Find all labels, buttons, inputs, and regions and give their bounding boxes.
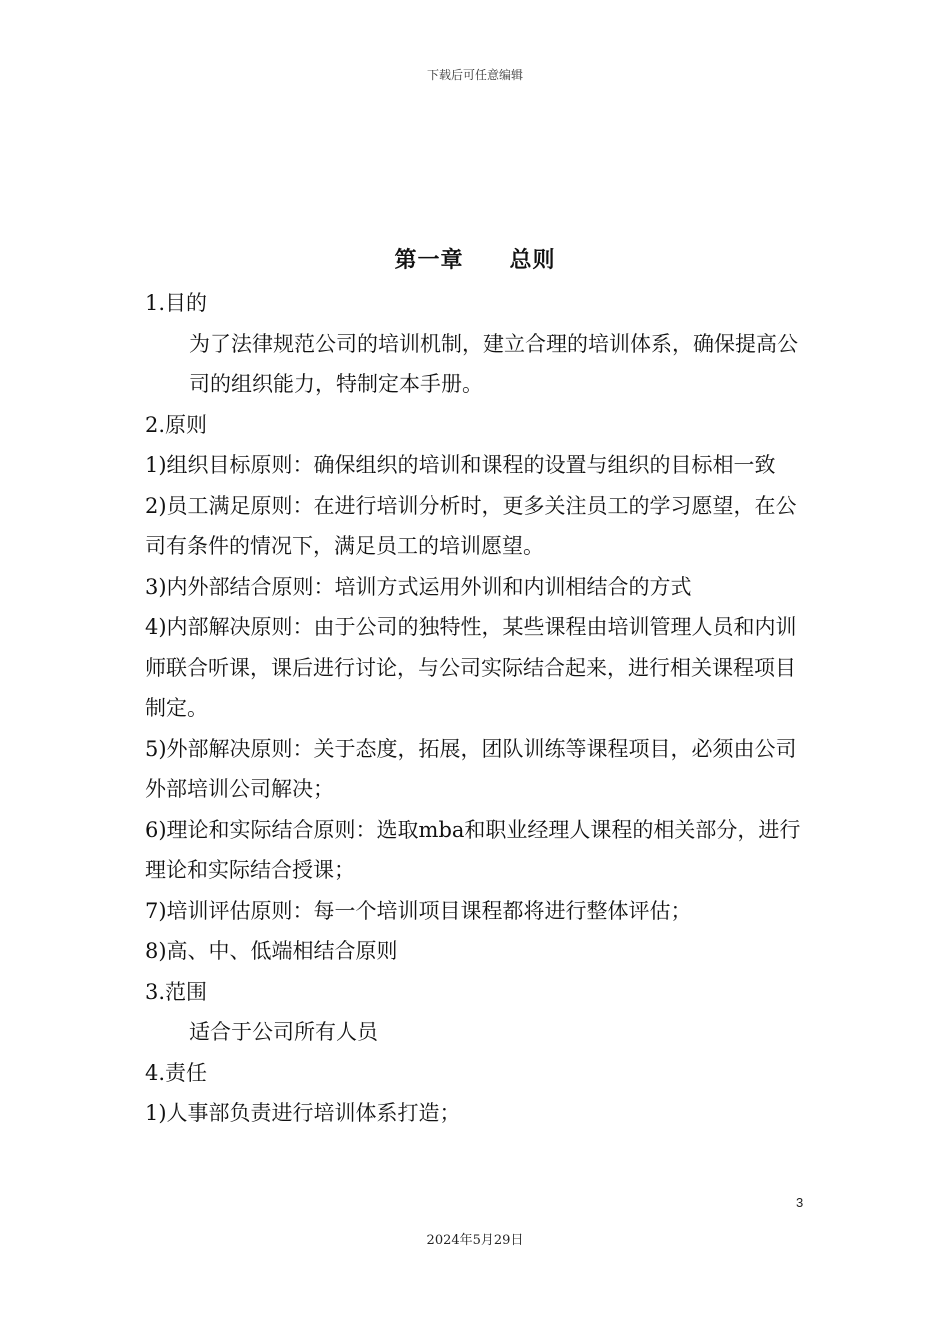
paragraph: 1)人事部负责进行培训体系打造； bbox=[145, 1101, 461, 1125]
paragraph: 1.目的 bbox=[145, 291, 208, 315]
paragraph: 3.范围 bbox=[145, 979, 208, 1004]
paragraph: 适合于公司所有人员 bbox=[189, 1020, 378, 1044]
chapter-title: 第一章 总则 bbox=[394, 248, 556, 273]
paragraph: 4)内部解决原则：由于公司的独特性，某些课程由培训管理人员和内训师联合听课，课后进行讨论，与公司实际结合起来，进行相关课程项目制定。 bbox=[145, 615, 797, 720]
paragraph: 1)组织目标原则：确保组织的培训和课程的设置与组织的目标相一致 bbox=[145, 453, 776, 477]
footer-date: 2024年5月29日 bbox=[426, 1233, 524, 1248]
document-body bbox=[145, 283, 810, 1134]
paragraph: 6)理论和实际结合原则：选取mba和职业经理人课程的相关部分，进行理论和实际结合授课； bbox=[145, 817, 801, 882]
paragraph: 8)高、中、低端相结合原则 bbox=[145, 939, 398, 963]
paragraph: 4.责任 bbox=[145, 1060, 208, 1085]
paragraph: 为了法律规范公司的培训机制，建立合理的培训体系，确保提高公司的组织能力，特制定本手册。 bbox=[189, 331, 798, 396]
paragraph: 2.原则 bbox=[145, 412, 208, 437]
paragraph: 3)内外部结合原则：培训方式运用外训和内训相结合的方式 bbox=[145, 574, 692, 599]
page-number: 3 bbox=[796, 1195, 804, 1210]
paragraph: 2)员工满足原则：在进行培训分析时，更多关注员工的学习愿望，在公司有条件的情况下，满足员工的培训愿望。 bbox=[145, 493, 797, 558]
paragraph: 7)培训评估原则：每一个培训项目课程都将进行整体评估； bbox=[145, 898, 692, 923]
paragraph: 5)外部解决原则：关于态度，拓展，团队训练等课程项目，必须由公司外部培训公司解决； bbox=[145, 736, 797, 801]
header-note: 下载后可任意编辑 bbox=[426, 68, 523, 82]
